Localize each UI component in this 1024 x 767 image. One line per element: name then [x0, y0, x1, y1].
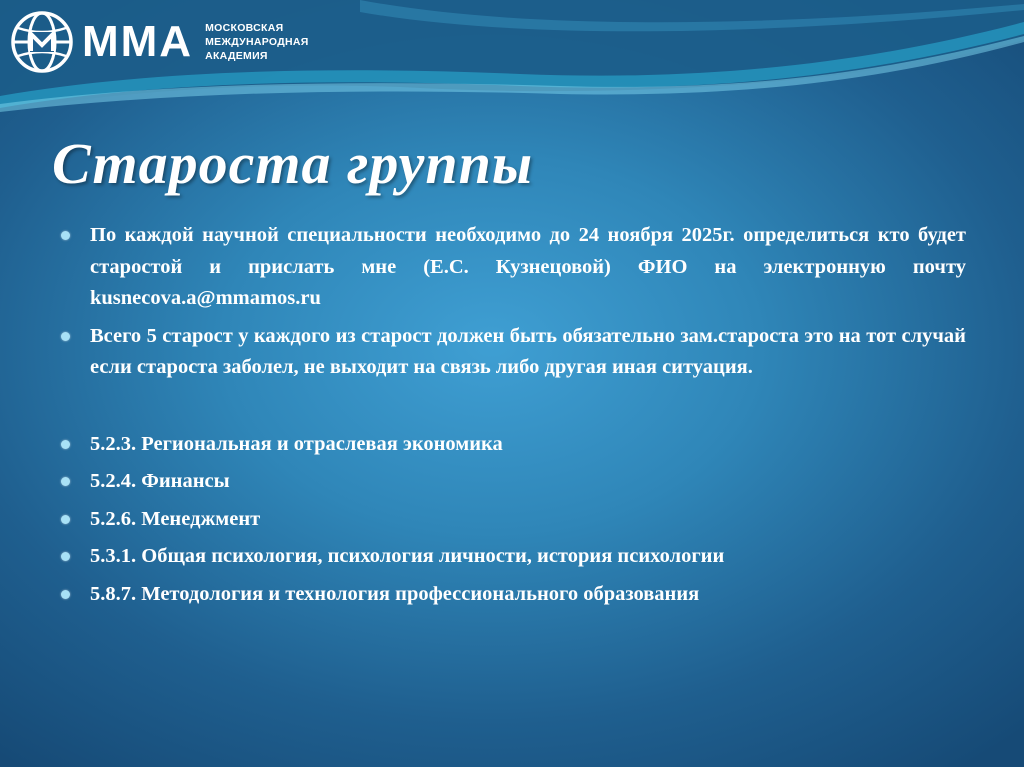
list-item [60, 538, 966, 576]
bullet-dot-icon [61, 590, 70, 599]
logo-line-1: МОСКОВСКАЯ [205, 22, 284, 34]
specialty-text: 5.2.6. Менеджмент [90, 507, 261, 530]
specialty-text: 5.2.3. Региональная и отраслевая экономика [90, 432, 503, 455]
globe-emblem-icon [10, 10, 74, 74]
list-item [60, 463, 966, 501]
logo-abbreviation: ММА [82, 17, 194, 66]
instructions-list [60, 220, 966, 384]
specialty-text: 5.2.4. Финансы [90, 470, 230, 492]
bullet-dot-icon [61, 515, 70, 524]
specialties-list [60, 426, 966, 614]
instruction-text-1: По каждой научной специальности необходимо до 24 ноября 2025г. определиться кто будет старостой и прислать мне (Е.С. Кузнецовой) ФИО на электронную почту kusnecova.a@mmamos.ru [90, 224, 966, 309]
list-item [60, 321, 966, 384]
specialty-text: 5.3.1. Общая психология, психология личности, история психологии [90, 545, 725, 567]
bullet-dot-icon [61, 477, 70, 486]
logo-line-2: МЕЖДУНАРОДНАЯ [205, 36, 309, 48]
bullet-dot-icon [61, 332, 70, 341]
list-item [60, 220, 966, 315]
list-item [60, 426, 966, 464]
list-item [60, 576, 966, 614]
slide-title: Староста группы [52, 131, 534, 196]
bullet-dot-icon [61, 552, 70, 561]
bullet-dot-icon [61, 231, 70, 240]
list-item [60, 501, 966, 539]
bullet-dot-icon [61, 440, 70, 449]
instruction-text-2: Всего 5 старост у каждого из старост должен быть обязательно зам.староста это на тот случай если староста заболел, не выходит на связь либо другая иная ситуация. [90, 324, 966, 378]
brand-logo [10, 10, 309, 74]
specialty-text: 5.8.7. Методология и технология профессионального образования [90, 582, 700, 605]
slide-content [60, 220, 966, 613]
logo-line-3: АКАДЕМИЯ [205, 50, 268, 62]
logo-full-name [205, 21, 309, 63]
